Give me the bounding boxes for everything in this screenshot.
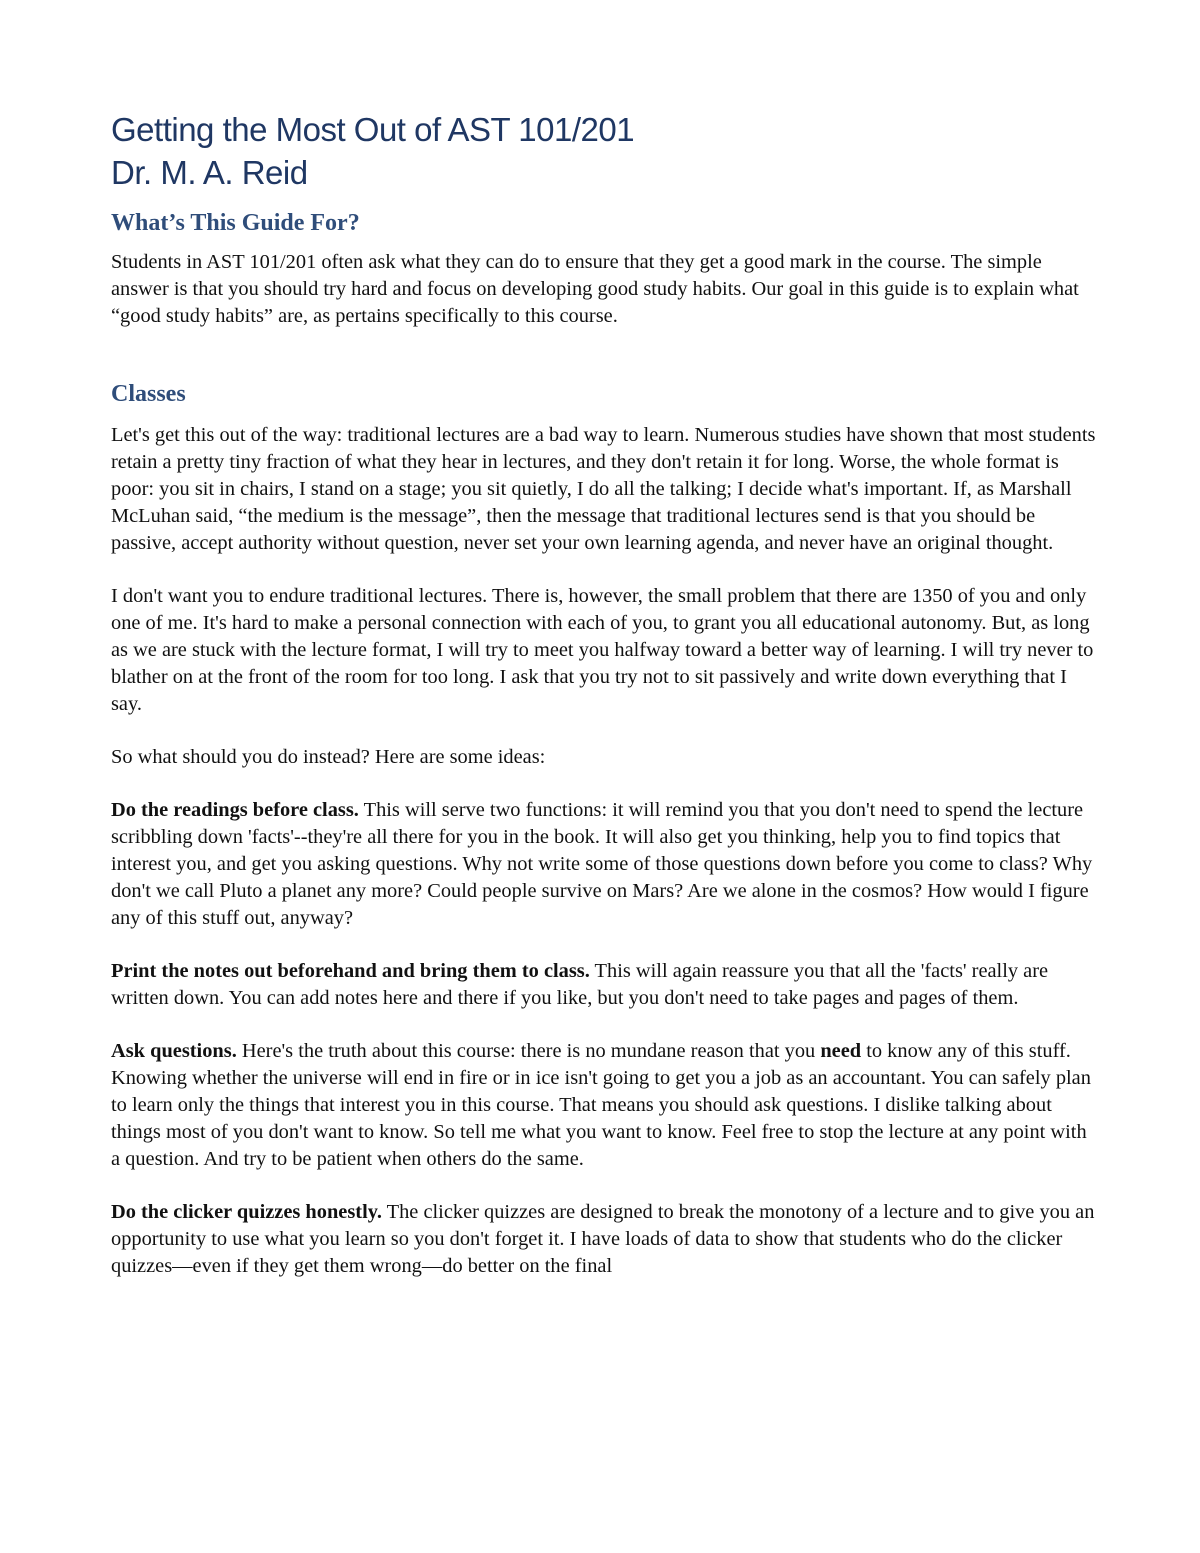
tip-ask-questions-lead: Ask questions. [111, 1040, 237, 1062]
tip-print-notes-lead: Print the notes out beforehand and bring them to class. [111, 960, 590, 982]
document-title-author: Dr. M. A. Reid [111, 154, 308, 191]
tip-ask-questions-emphasis: need [820, 1040, 862, 1062]
section-heading-classes: Classes [111, 381, 186, 407]
tip-ask-questions-text-before: Here's the truth about this course: there is no mundane reason that you [236, 1040, 821, 1062]
document-page [111, 108, 1096, 1280]
tip-ask-questions [111, 1038, 1096, 1173]
tip-print-notes-text: This will again reassure you that all the 'facts' really are written down. You can add notes here and there if you like, but you don't need to take pages and pages of them. [111, 960, 1049, 1009]
paragraph-classes-2: I don't want you to endure traditional lectures. There is, however, the small problem that there are 1350 of you and only one of me. It's hard to make a personal connection with each of you, to grant you all educational autonomy. But, as long as we are stuck with the lecture format, I will try to meet you halfway toward a better way of learning. I will try never to blather on at the front of the room for too long. I ask that you try not to sit passively and write down everything that I say. [111, 585, 1094, 715]
tip-readings [111, 797, 1096, 932]
tip-ask-questions-text-after: to know any of this stuff. Knowing whether the universe will end in fire or in ice isn't going to get you a job as an accountant. You can safely plan to learn only the things that interest you in this course. That means you should ask questions. I dislike talking about things most of you don't want to know. So tell me what you want to know. Feel free to stop the lecture at any point with a question. And try to be patient when others do the same. [111, 1040, 1091, 1170]
paragraph-classes-1: Let's get this out of the way: traditional lectures are a bad way to learn. Numerous studies have shown that most students retain a pretty tiny fraction of what they hear in lectures, and they don't retain it for long. Worse, the whole format is poor: you sit in chairs, I stand on a stage; you sit quietly, I do all the talking; I decide what's important. If, as Marshall McLuhan said, “the medium is the message”, then the message that traditional lectures send is that you should be passive, accept authority without question, never set your own learning agenda, and never have an original thought. [111, 424, 1096, 554]
document-title [111, 108, 1096, 194]
section-heading-guide: What’s This Guide For? [111, 210, 360, 236]
tip-clicker-quizzes [111, 1199, 1096, 1280]
tip-readings-lead: Do the readings before class. [111, 799, 359, 821]
tip-print-notes [111, 958, 1096, 1012]
paragraph-guide-intro: Students in AST 101/201 often ask what they can do to ensure that they get a good mark in the course. The simple answer is that you should try hard and focus on developing good study habits. Our goal in this guide is to explain what “good study habits” are, as pertains specifically to this course. [111, 251, 1079, 327]
document-title-line1: Getting the Most Out of AST 101/201 [111, 111, 635, 148]
paragraph-classes-3: So what should you do instead? Here are some ideas: [111, 746, 546, 768]
tip-readings-text: This will serve two functions: it will remind you that you don't need to spend the lecture scribbling down 'facts'--they're all there for you in the book. It will also get you thinking, help you to find topics that interest you, and get you asking questions. Why not write some of those questions down before you come to class? Why don't we call Pluto a planet any more? Could people survive on Mars? Are we alone in the cosmos? How would I figure any of this stuff out, anyway? [111, 799, 1093, 929]
tip-clicker-quizzes-text: The clicker quizzes are designed to break the monotony of a lecture and to give you an opportunity to use what you learn so you don't forget it. I have loads of data to show that students who do the clicker quizzes—even if they get them wrong—do better on the final [111, 1201, 1095, 1277]
tip-clicker-quizzes-lead: Do the clicker quizzes honestly. [111, 1201, 382, 1223]
